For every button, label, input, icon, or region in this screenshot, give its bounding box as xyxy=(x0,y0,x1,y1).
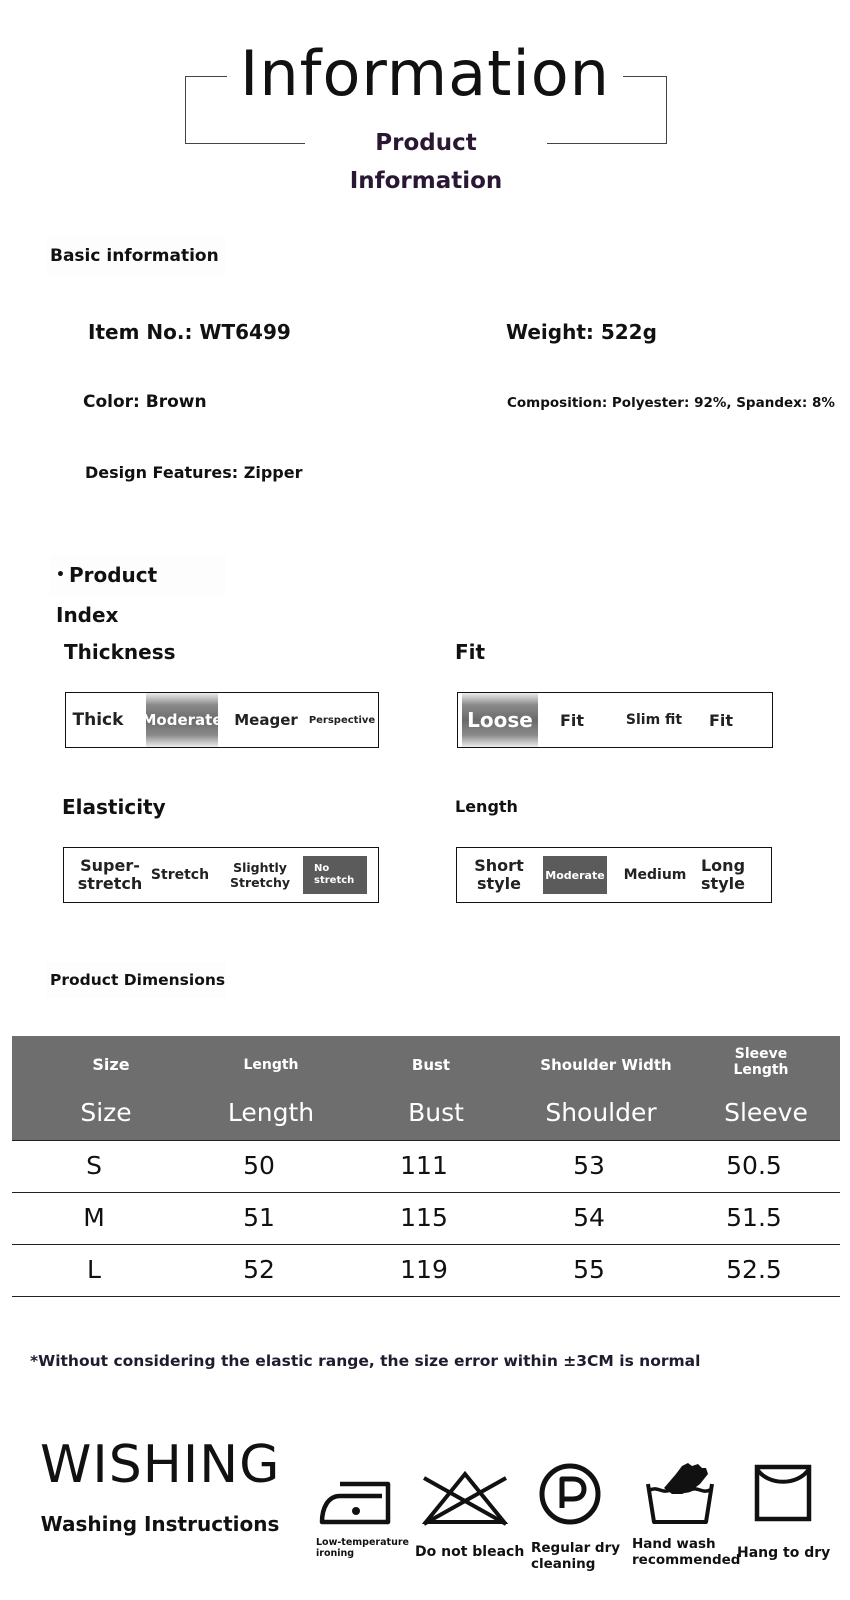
thickness-option-moderate: Moderate xyxy=(141,711,223,729)
th-length: Length xyxy=(243,1057,299,1073)
cell-shoulder: 55 xyxy=(573,1255,605,1284)
cell-shoulder: 54 xyxy=(573,1203,605,1232)
thickness-option-thick: Thick xyxy=(72,710,124,730)
product-index-text: Product Index xyxy=(56,563,158,627)
th-bust: Bust xyxy=(411,1056,451,1074)
composition: Composition: Polyester: 92%, Spandex: 8% xyxy=(507,395,835,411)
length-title: Length xyxy=(455,797,518,816)
cell-shoulder: 53 xyxy=(573,1151,605,1180)
elasticity-option-slightly-stretchy: Slightly Stretchy xyxy=(229,860,291,890)
length-option-moderate: Moderate xyxy=(545,868,605,882)
washing-title: WISHING xyxy=(40,1435,281,1495)
length-option-long-style: Long style xyxy=(700,856,746,893)
page-title: Information xyxy=(227,36,623,112)
th-bust-en: Bust xyxy=(408,1098,464,1127)
thickness-scale xyxy=(65,692,379,748)
cell-size: L xyxy=(87,1255,101,1284)
fit-option-loose: Loose xyxy=(467,708,533,732)
page-subtitle: Product Information xyxy=(305,124,547,162)
cell-size: S xyxy=(86,1151,102,1180)
fit-option-fit: Fit xyxy=(559,710,585,730)
thickness-option-perspective: Perspective xyxy=(308,714,376,726)
cell-length: 52 xyxy=(243,1255,275,1284)
care-label-no-bleach: Do not bleach xyxy=(415,1544,525,1560)
size-error-note: *Without considering the elastic range, the size error within ±3CM is normal xyxy=(30,1352,701,1370)
color: Color: Brown xyxy=(83,392,207,412)
basic-information-label: Basic information xyxy=(46,237,226,275)
cell-bust: 111 xyxy=(400,1151,448,1180)
fit-title: Fit xyxy=(455,640,486,664)
cell-bust: 119 xyxy=(400,1255,448,1284)
cell-sleeve: 52.5 xyxy=(726,1255,782,1284)
th-sleeve-length: Sleeve Length xyxy=(733,1046,789,1078)
th-length-en: Length xyxy=(227,1098,315,1127)
care-label-hang-dry: Hang to dry xyxy=(737,1545,831,1561)
elasticity-scale xyxy=(63,847,379,903)
cell-size: M xyxy=(83,1203,105,1232)
cell-sleeve: 50.5 xyxy=(726,1151,782,1180)
cell-length: 51 xyxy=(243,1203,275,1232)
table-divider xyxy=(12,1296,840,1297)
item-number: Item No.: WT6499 xyxy=(88,320,291,344)
design-features: Design Features: Zipper xyxy=(85,463,303,482)
elasticity-option-super-stretch: Super- stretch xyxy=(77,856,143,893)
product-index-label xyxy=(50,555,226,627)
hand-wash-icon xyxy=(642,1460,718,1526)
fit-option-slim-fit: Slim fit xyxy=(625,712,683,728)
length-option-medium: Medium xyxy=(623,867,687,883)
thickness-option-meager: Meager xyxy=(234,711,298,729)
product-dimensions-label: Product Dimensions xyxy=(46,962,226,998)
elasticity-option-no-stretch: No stretch xyxy=(314,863,355,886)
length-scale xyxy=(456,847,772,903)
elasticity-option-stretch: Stretch xyxy=(150,867,210,883)
weight: Weight: 522g xyxy=(506,320,657,344)
fit-option-fit-2: Fit xyxy=(708,710,734,730)
care-label-dry-clean: Regular dry cleaning xyxy=(531,1540,621,1573)
cell-bust: 115 xyxy=(400,1203,448,1232)
no-bleach-icon xyxy=(420,1468,510,1528)
length-option-short-style: Short style xyxy=(474,856,524,893)
th-size-en: Size xyxy=(80,1098,132,1127)
care-label-hand-wash: Hand wash recommended xyxy=(632,1536,741,1569)
th-sleeve-en: Sleeve xyxy=(724,1098,808,1127)
th-shoulder-en: Shoulder xyxy=(545,1098,657,1127)
fit-scale xyxy=(457,692,773,748)
iron-icon xyxy=(318,1478,396,1526)
size-table-header xyxy=(12,1036,840,1140)
cell-length: 50 xyxy=(243,1151,275,1180)
cell-sleeve: 51.5 xyxy=(726,1203,782,1232)
thickness-title: Thickness xyxy=(64,640,176,664)
dry-clean-p-icon xyxy=(538,1462,602,1526)
elasticity-title: Elasticity xyxy=(62,795,166,819)
bullet: • xyxy=(56,567,65,583)
hang-dry-icon xyxy=(754,1464,812,1522)
washing-subtitle: Washing Instructions xyxy=(40,1512,280,1536)
care-label-iron: Low-temperature ironing xyxy=(316,1537,409,1560)
th-shoulder-width: Shoulder Width xyxy=(540,1056,672,1074)
th-size: Size xyxy=(92,1055,130,1074)
